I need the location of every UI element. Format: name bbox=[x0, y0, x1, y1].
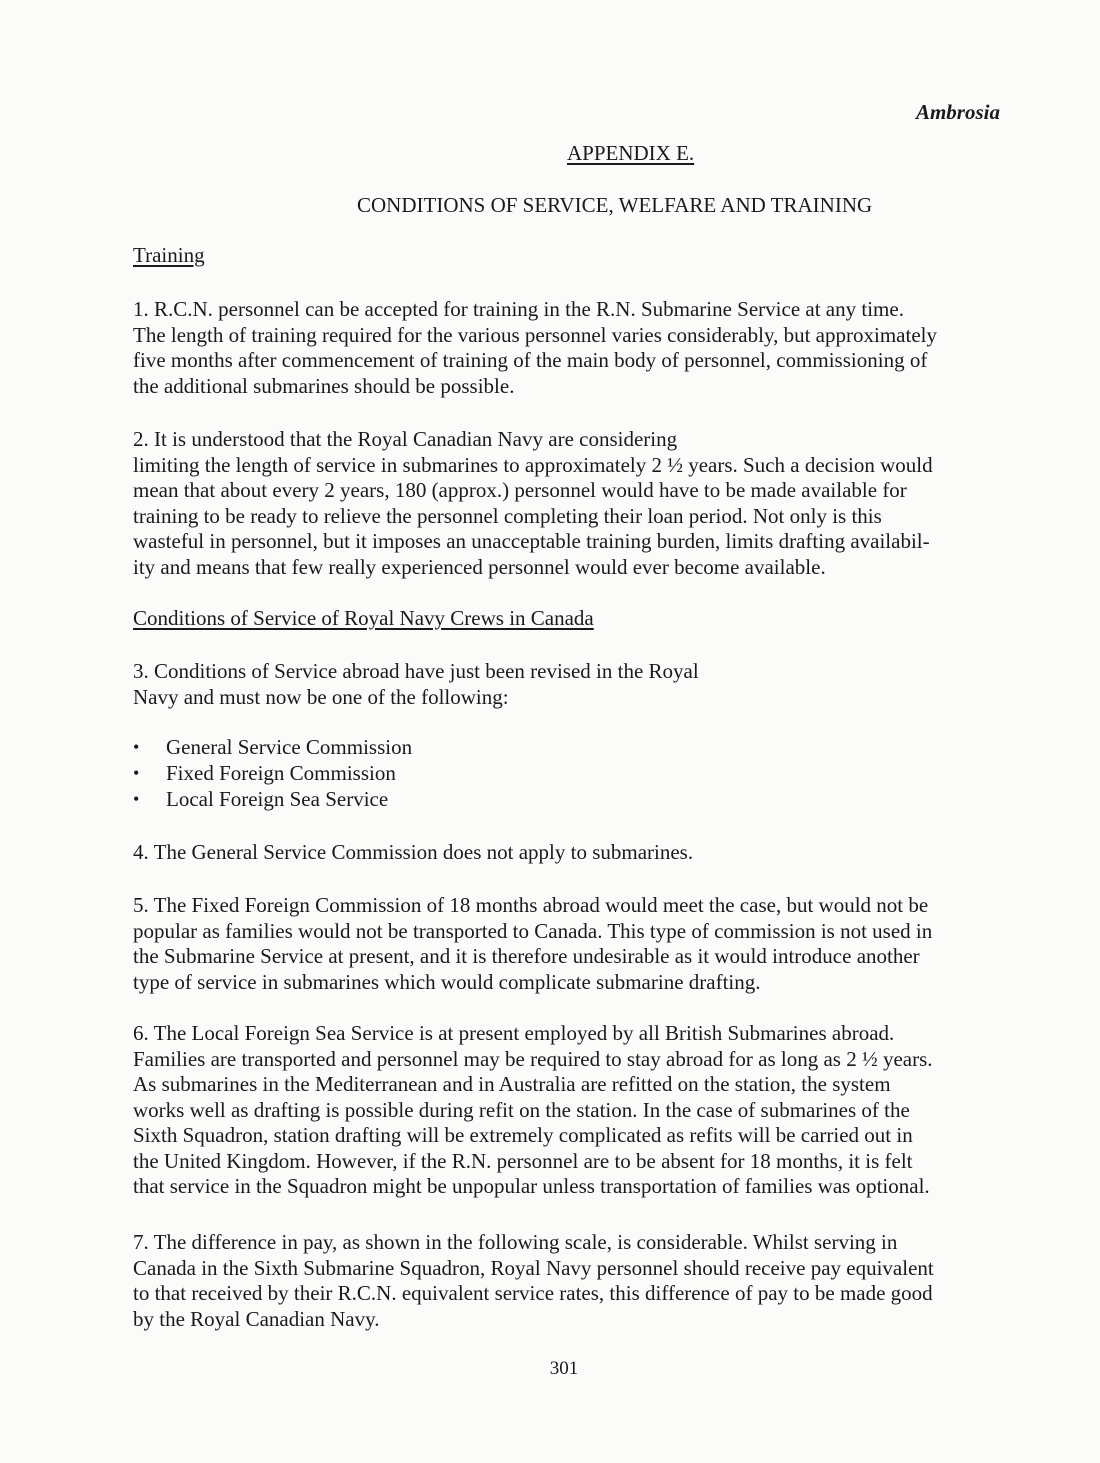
paragraph-5 bbox=[133, 893, 1013, 995]
paragraph-line: the United Kingdom. However, if the R.N. personnel are to be absent for 18 months, it is felt bbox=[133, 1148, 913, 1173]
paragraph-2 bbox=[133, 427, 1013, 580]
paragraph-line: 7. The difference in pay, as shown in the following scale, is considerable. Whilst serving in bbox=[133, 1230, 898, 1254]
paragraph-line: five months after commencement of training of the main body of personnel, commissioning of bbox=[133, 348, 928, 372]
paragraph-line: training to be ready to relieve the personnel completing their loan period. Not only is this bbox=[133, 503, 882, 528]
paragraph-line: Canada in the Sixth Submarine Squadron, Royal Navy personnel should receive pay equivalent bbox=[133, 1255, 934, 1280]
paragraph-line: popular as families would not be transported to Canada. This type of commission is not used in bbox=[133, 918, 933, 943]
paragraph-line: Navy and must now be one of the following: bbox=[133, 684, 509, 709]
paragraph-line: type of service in submarines which would complicate submarine drafting. bbox=[133, 969, 761, 994]
paragraph-line: that service in the Squadron might be unpopular unless transportation of families was optional. bbox=[133, 1174, 930, 1198]
paragraph-line: ity and means that few really experienced personnel would ever become available. bbox=[133, 554, 826, 579]
paragraph-line: As submarines in the Mediterranean and in Australia are refitted on the station, the system bbox=[133, 1072, 891, 1096]
paragraph-line: the Submarine Service at present, and it is therefore undesirable as it would introduce another bbox=[133, 944, 920, 968]
paragraph-7 bbox=[133, 1230, 1013, 1332]
list-item: • Fixed Foreign Commission bbox=[133, 761, 412, 787]
list-item: • Local Foreign Sea Service bbox=[133, 787, 412, 813]
appendix-title: APPENDIX E. bbox=[567, 141, 695, 165]
paragraph-line: Families are transported and personnel may be required to stay abroad for as long as 2 ½ years. bbox=[133, 1046, 933, 1071]
paragraph-line: 1. R.C.N. personnel can be accepted for training in the R.N. Submarine Service at any time. bbox=[133, 297, 904, 321]
paragraph-line: 5. The Fixed Foreign Commission of 18 months abroad would meet the case, but would not be bbox=[133, 893, 929, 917]
paragraph-3 bbox=[133, 659, 1013, 710]
bullet-list bbox=[133, 735, 412, 813]
section-heading-conditions: Conditions of Service of Royal Navy Crews in Canada bbox=[133, 606, 594, 630]
paragraph-line: Sixth Squadron, station drafting will be extremely complicated as refits will be carried out in bbox=[133, 1123, 913, 1147]
paragraph-6 bbox=[133, 1021, 1013, 1200]
paragraph-1 bbox=[133, 297, 1013, 399]
paragraph-line: works well as drafting is possible during refit on the station. In the case of submarines of the bbox=[133, 1097, 910, 1122]
paragraph-line: the additional submarines should be possible. bbox=[133, 373, 515, 398]
paragraph-line: limiting the length of service in submarines to approximately 2 ½ years. Such a decision would bbox=[133, 452, 933, 477]
paragraph-line: 3. Conditions of Service abroad have just been revised in the Royal bbox=[133, 659, 699, 683]
running-head: Ambrosia bbox=[915, 100, 1000, 124]
paragraph-4 bbox=[133, 840, 1013, 866]
section-heading-training: Training bbox=[133, 243, 205, 267]
paragraph-line: wasteful in personnel, but it imposes an unacceptable training burden, limits drafting availabil- bbox=[133, 529, 930, 553]
paragraph-line: to that received by their R.C.N. equivalent service rates, this difference of pay to be made good bbox=[133, 1281, 933, 1305]
list-item: • General Service Commission bbox=[133, 735, 412, 761]
page-number: 301 bbox=[549, 1358, 579, 1379]
paragraph-line: 4. The General Service Commission does not apply to submarines. bbox=[133, 840, 694, 864]
paragraph-line: 6. The Local Foreign Sea Service is at present employed by all British Submarines abroad. bbox=[133, 1021, 895, 1045]
paragraph-line: by the Royal Canadian Navy. bbox=[133, 1306, 380, 1331]
paragraph-line: 2. It is understood that the Royal Canadian Navy are considering bbox=[133, 427, 678, 451]
paragraph-line: mean that about every 2 years, 180 (approx.) personnel would have to be made available for bbox=[133, 478, 907, 502]
page-title: CONDITIONS OF SERVICE, WELFARE AND TRAINING bbox=[357, 193, 873, 217]
paragraph-line: The length of training required for the various personnel varies considerably, but approximately bbox=[133, 322, 937, 347]
